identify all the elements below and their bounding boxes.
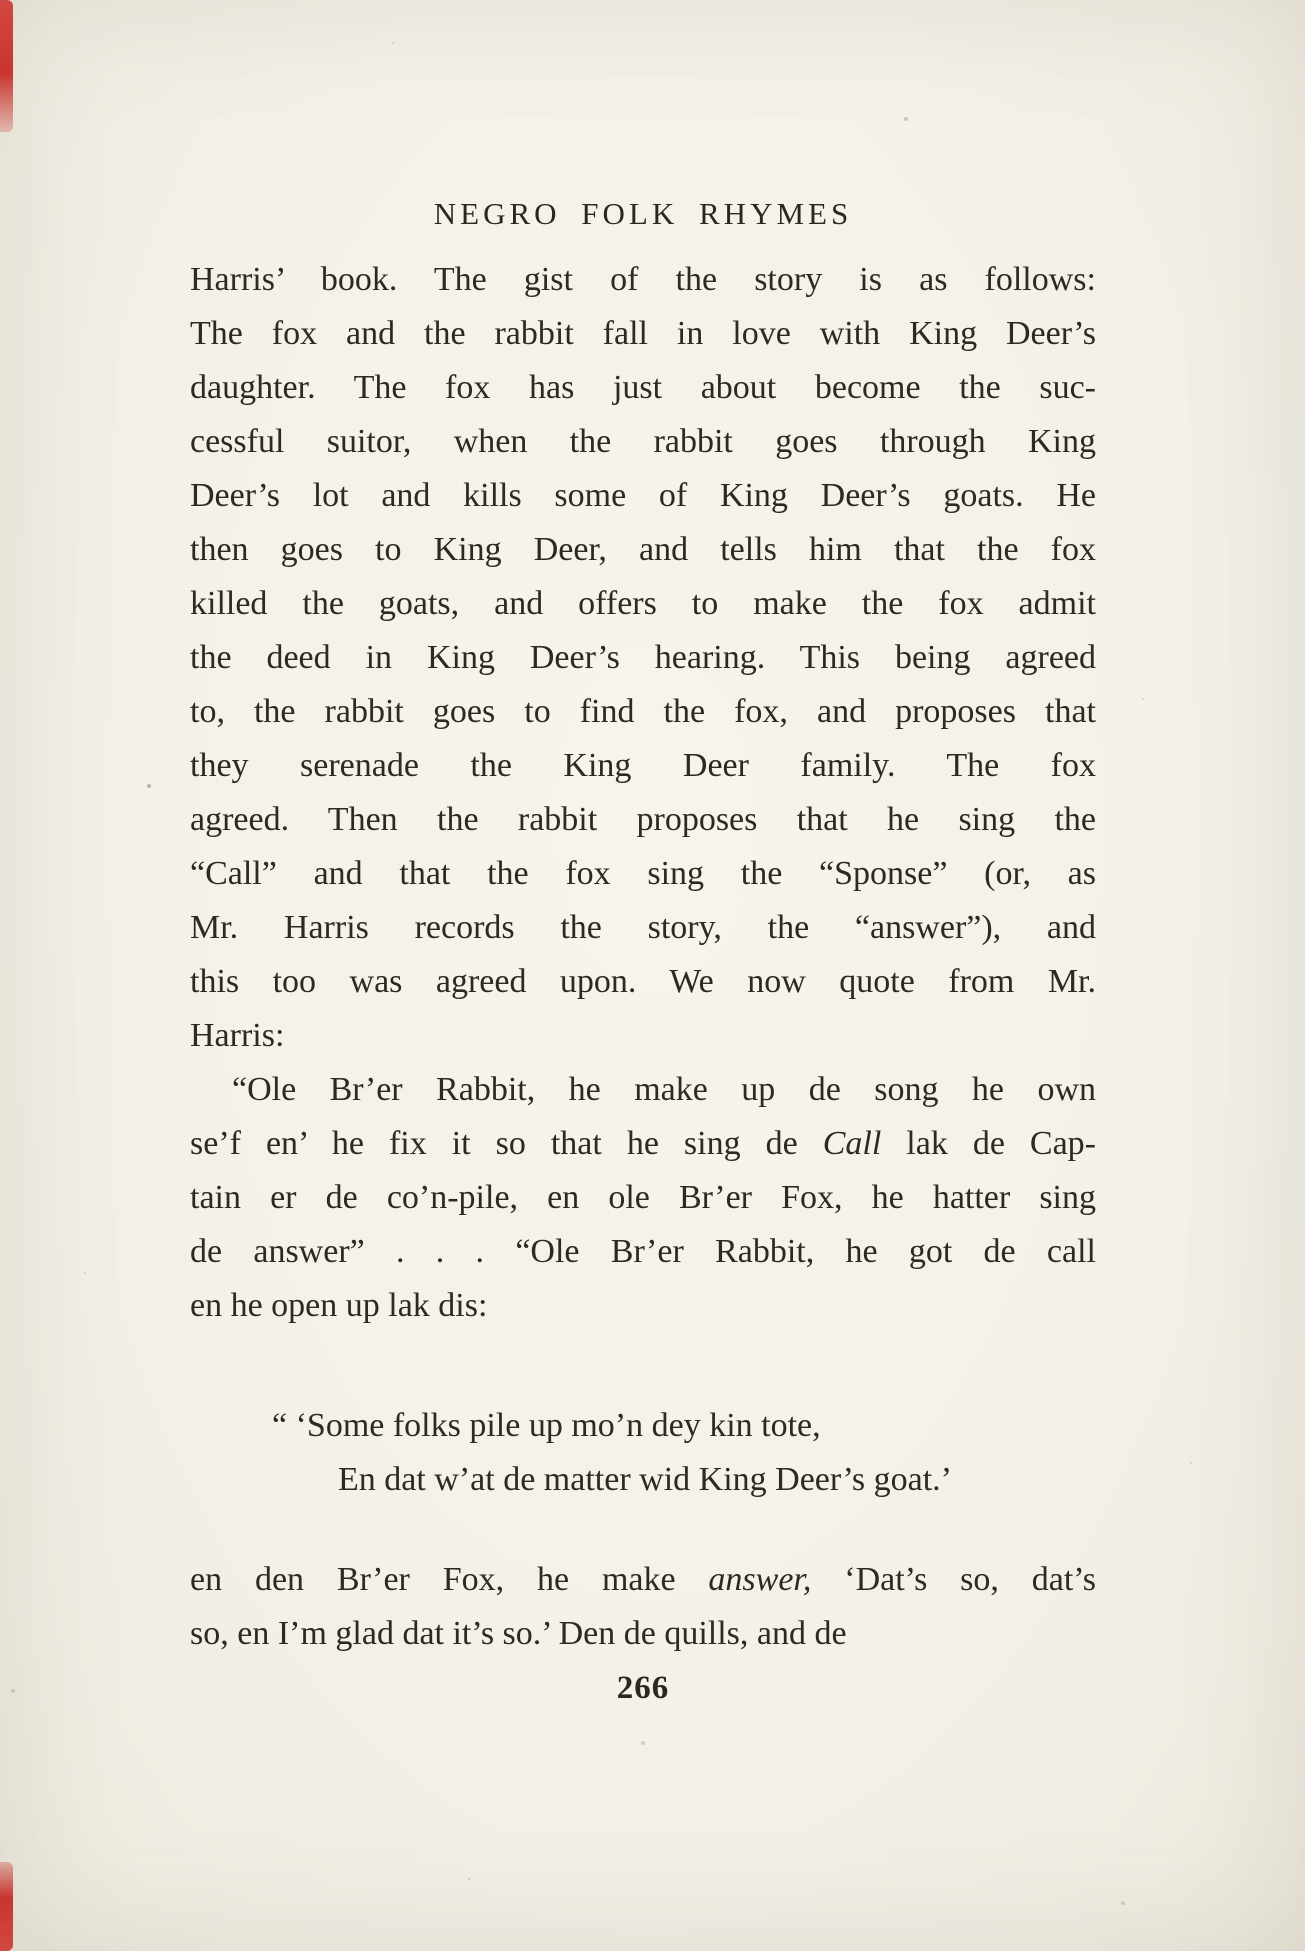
text-line xyxy=(190,955,1096,1009)
text-segment: “Ole Br’er Rabbit, he make up de song he own xyxy=(232,1071,1096,1108)
paragraph-story-summary xyxy=(190,253,1096,1063)
text-line xyxy=(190,577,1096,631)
text-segment: the deed in King Deer’s hearing. This being agreed xyxy=(190,639,1096,676)
text-segment: daughter. The fox has just about become the suc- xyxy=(190,369,1096,406)
text-line xyxy=(190,415,1096,469)
running-head-title: NEGRO FOLK RHYMES xyxy=(433,196,853,231)
text-line xyxy=(190,1453,1096,1507)
text-line xyxy=(190,523,1096,577)
text-line xyxy=(190,1009,1096,1063)
text-segment: lak de Cap- xyxy=(881,1125,1097,1162)
text-segment: agreed. Then the rabbit proposes that he sing the xyxy=(190,801,1096,838)
text-segment: The fox and the rabbit fall in love with King Deer’s xyxy=(190,315,1096,352)
text-line xyxy=(190,631,1096,685)
verse-couplet xyxy=(190,1399,1096,1507)
italic-text: answer, xyxy=(708,1561,812,1598)
italic-text: Call xyxy=(822,1125,882,1162)
text-line xyxy=(190,1607,1096,1661)
text-segment: Harris’ book. The gist of the story is as follows: xyxy=(190,261,1096,298)
text-segment: so, en I’m glad dat it’s so.’ Den de quills, and de xyxy=(190,1615,847,1652)
text-segment: ‘Dat’s so, dat’s xyxy=(811,1561,1096,1598)
text-segment: Mr. Harris records the story, the “answer”), and xyxy=(190,909,1096,946)
text-segment: de answer” . . . “Ole Br’er Rabbit, he got de call xyxy=(190,1233,1096,1270)
text-line xyxy=(190,685,1096,739)
text-segment: “ ‘Some folks pile up mo’n dey kin tote, xyxy=(272,1407,821,1444)
page-number: 266 xyxy=(616,1670,670,1706)
text-segment: En dat w’at de matter wid King Deer’s goat.’ xyxy=(338,1461,953,1498)
text-line xyxy=(190,253,1096,307)
text-segment: killed the goats, and offers to make the fox admit xyxy=(190,585,1096,622)
text-segment: en he open up lak dis: xyxy=(190,1287,488,1324)
text-segment: to, the rabbit goes to find the fox, and proposes that xyxy=(190,693,1096,730)
scan-artifact-red-top xyxy=(0,0,13,132)
text-line xyxy=(190,307,1096,361)
text-segment: Harris: xyxy=(190,1017,285,1054)
text-line xyxy=(190,1399,1096,1453)
text-line xyxy=(190,1171,1096,1225)
text-line xyxy=(190,847,1096,901)
text-line xyxy=(190,1063,1096,1117)
text-line xyxy=(190,1553,1096,1607)
text-line xyxy=(190,1225,1096,1279)
text-line xyxy=(190,793,1096,847)
scan-noise-specks xyxy=(0,0,2,2)
text-line xyxy=(190,901,1096,955)
text-segment: se’f en’ he fix it so that he sing de xyxy=(190,1125,823,1162)
text-line xyxy=(190,469,1096,523)
text-line xyxy=(190,1117,1096,1171)
text-segment: this too was agreed upon. We now quote from Mr. xyxy=(190,963,1096,1000)
paragraph-harris-quote xyxy=(190,1063,1096,1333)
text-line xyxy=(190,739,1096,793)
text-segment: tain er de co’n-pile, en ole Br’er Fox, he hatter sing xyxy=(190,1179,1096,1216)
paragraph-fox-answer xyxy=(190,1553,1096,1661)
text-segment: then goes to King Deer, and tells him that the fox xyxy=(190,531,1096,568)
text-segment: “Call” and that the fox sing the “Sponse” (or, as xyxy=(190,855,1096,892)
text-segment: en den Br’er Fox, he make xyxy=(190,1561,709,1598)
text-line xyxy=(190,1279,1096,1333)
text-segment: cessful suitor, when the rabbit goes through King xyxy=(190,423,1096,460)
text-segment: Deer’s lot and kills some of King Deer’s goats. He xyxy=(190,477,1096,514)
page-body xyxy=(190,196,1096,1715)
text-segment: they serenade the King Deer family. The fox xyxy=(190,747,1096,784)
text-line xyxy=(190,361,1096,415)
scan-artifact-red-bottom xyxy=(0,1862,13,1951)
text-block xyxy=(190,253,1096,1661)
